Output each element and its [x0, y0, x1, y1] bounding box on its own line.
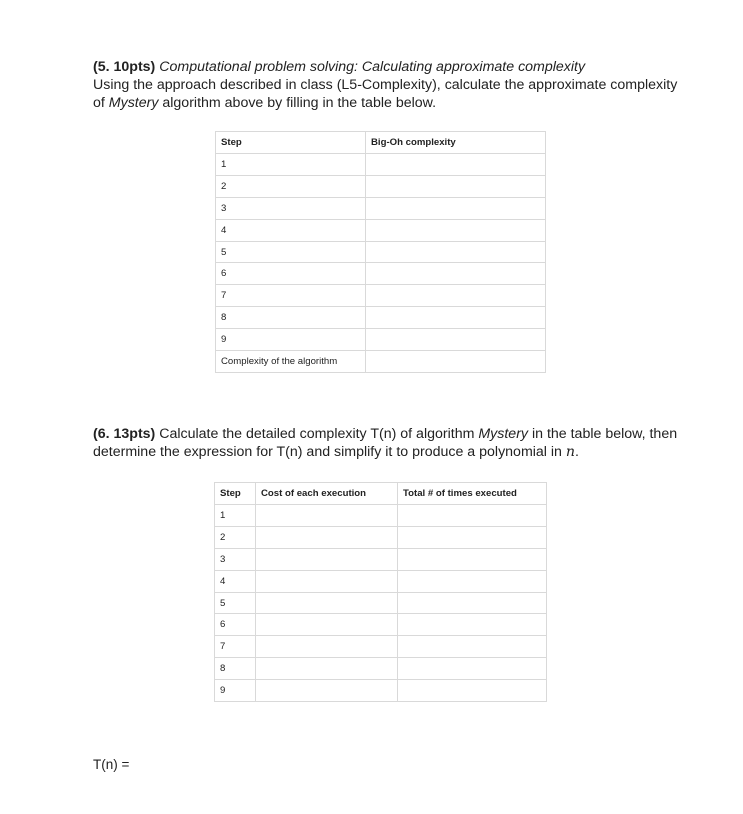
step-number: 4 [215, 570, 256, 592]
table-row [215, 658, 547, 680]
big-oh-answer-cell[interactable] [366, 197, 546, 219]
header-step: Step [216, 132, 366, 154]
cost-answer-cell[interactable] [256, 526, 398, 548]
table-row [216, 329, 546, 351]
table-header-row [215, 483, 547, 505]
header-cost: Cost of each execution [256, 483, 398, 505]
algorithm-complexity-label: Complexity of the algorithm [216, 351, 366, 373]
cost-answer-cell[interactable] [256, 570, 398, 592]
table-row [215, 570, 547, 592]
step-number: 3 [215, 548, 256, 570]
algorithm-complexity-answer-cell[interactable] [366, 351, 546, 373]
big-oh-answer-cell[interactable] [366, 329, 546, 351]
table-row [216, 197, 546, 219]
table-header-row [216, 132, 546, 154]
question-6-text-3: . [575, 444, 579, 460]
question-5-title: Computational problem solving: Calculating approximate complexity [159, 59, 586, 75]
step-number: 8 [216, 307, 366, 329]
step-number: 1 [215, 505, 256, 527]
question-5-text-1: Using the approach described in class (L5-Complexity), calculate the approximate complexity of [93, 77, 678, 111]
question-5 [93, 58, 693, 112]
step-number: 6 [216, 263, 366, 285]
header-big-oh: Big-Oh complexity [366, 132, 546, 154]
table-row [216, 154, 546, 176]
big-oh-answer-cell[interactable] [366, 241, 546, 263]
table-row [216, 263, 546, 285]
step-number: 1 [216, 154, 366, 176]
times-executed-answer-cell[interactable] [398, 680, 547, 702]
table-row [216, 307, 546, 329]
times-executed-answer-cell[interactable] [398, 526, 547, 548]
cost-answer-cell[interactable] [256, 548, 398, 570]
question-6-label: (6. 13pts) [93, 426, 156, 442]
table-row [216, 219, 546, 241]
table-footer-row [216, 351, 546, 373]
table-row [215, 614, 547, 636]
t-of-n-answer-label: T(n) = [93, 757, 130, 772]
cost-answer-cell[interactable] [256, 505, 398, 527]
big-oh-answer-cell[interactable] [366, 285, 546, 307]
big-oh-table [215, 131, 546, 373]
header-step: Step [215, 483, 256, 505]
step-number: 8 [215, 658, 256, 680]
table-row [216, 241, 546, 263]
step-number: 7 [215, 636, 256, 658]
table-row [215, 636, 547, 658]
question-5-algorithm-name: Mystery [108, 95, 159, 111]
big-oh-answer-cell[interactable] [366, 219, 546, 241]
times-executed-answer-cell[interactable] [398, 505, 547, 527]
table-row [216, 285, 546, 307]
step-number: 5 [215, 592, 256, 614]
big-oh-answer-cell[interactable] [366, 154, 546, 176]
question-6-algorithm-name: Mystery [478, 426, 529, 442]
cost-answer-cell[interactable] [256, 636, 398, 658]
question-6-text-1: Calculate the detailed complexity T(n) of algorithm [155, 426, 479, 442]
step-number: 6 [215, 614, 256, 636]
question-5-text-2: algorithm above by filling in the table below. [158, 95, 437, 111]
times-executed-answer-cell[interactable] [398, 592, 547, 614]
table-row [215, 548, 547, 570]
cost-answer-cell[interactable] [256, 592, 398, 614]
table-row [215, 680, 547, 702]
big-oh-answer-cell[interactable] [366, 263, 546, 285]
table-row [215, 526, 547, 548]
big-oh-answer-cell[interactable] [366, 175, 546, 197]
times-executed-answer-cell[interactable] [398, 570, 547, 592]
step-number: 9 [215, 680, 256, 702]
detailed-complexity-table [214, 482, 547, 702]
table-row [215, 592, 547, 614]
times-executed-answer-cell[interactable] [398, 658, 547, 680]
step-number: 2 [215, 526, 256, 548]
step-number: 3 [216, 197, 366, 219]
step-number: 7 [216, 285, 366, 307]
step-number: 4 [216, 219, 366, 241]
step-number: 2 [216, 175, 366, 197]
times-executed-answer-cell[interactable] [398, 636, 547, 658]
table-row [215, 505, 547, 527]
header-total-times: Total # of times executed [398, 483, 547, 505]
step-number: 9 [216, 329, 366, 351]
times-executed-answer-cell[interactable] [398, 548, 547, 570]
times-executed-answer-cell[interactable] [398, 614, 547, 636]
cost-answer-cell[interactable] [256, 680, 398, 702]
question-6-text-2: in the table below, then determine the expression for T(n) and simplify it to produce a polynomial in [93, 426, 678, 460]
big-oh-answer-cell[interactable] [366, 307, 546, 329]
cost-answer-cell[interactable] [256, 614, 398, 636]
cost-answer-cell[interactable] [256, 658, 398, 680]
variable-n: n [565, 444, 576, 460]
question-6 [93, 425, 693, 461]
step-number: 5 [216, 241, 366, 263]
question-5-label: (5. 10pts) [93, 59, 156, 75]
table-row [216, 175, 546, 197]
